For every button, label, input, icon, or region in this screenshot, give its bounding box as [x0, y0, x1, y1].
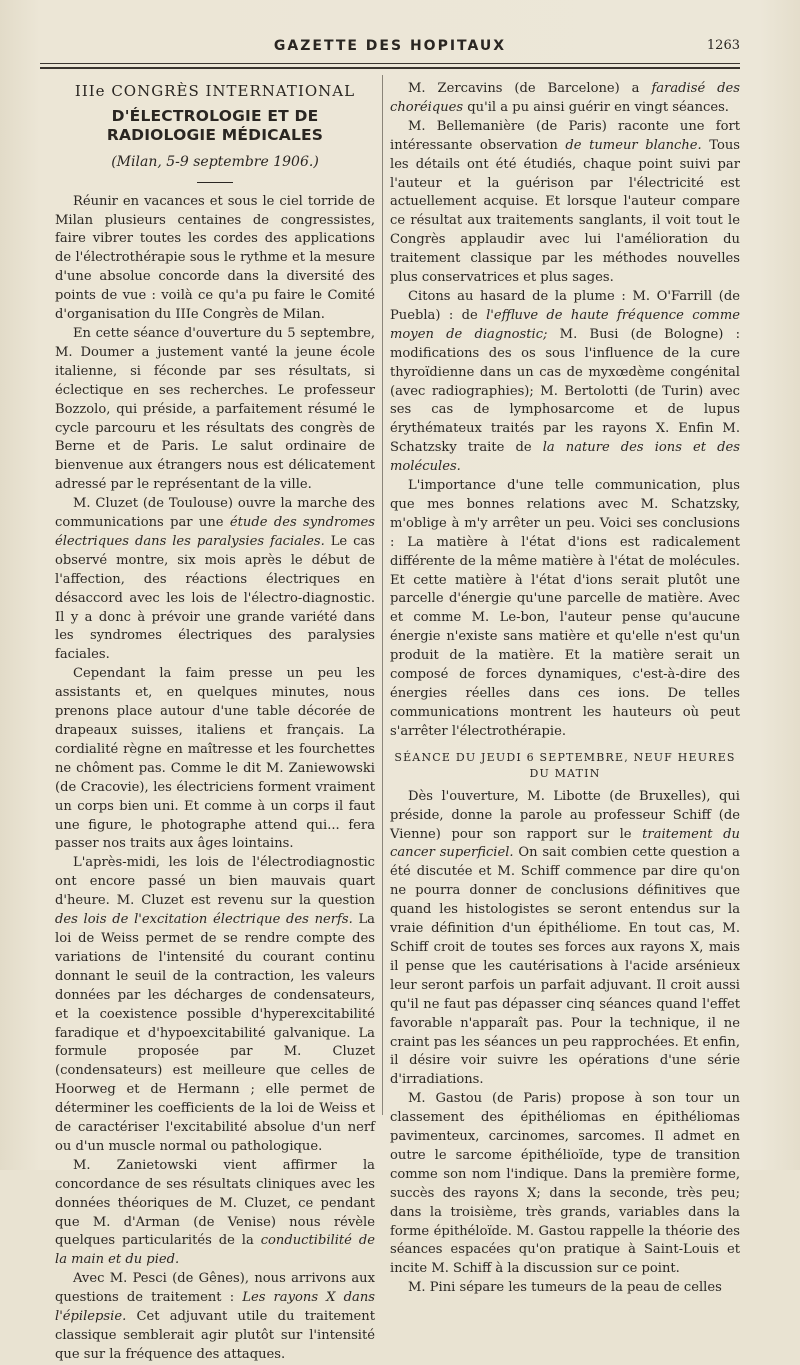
header-rule-thick [40, 67, 740, 69]
congress-date: (Milan, 5-9 septembre 1906.) [111, 153, 319, 170]
title-divider [197, 182, 233, 183]
congress-number: IIIe CONGRÈS INTERNATIONAL [74, 82, 356, 100]
paragraph: Avec M. Pesci (de Gênes), nous arrivons aux questions de traitement : Les rayons X dans l'épilepsie. Cet adjuvant utile du traitement classique semblerait agir plutôt sur l'intensité que sur la fréquence des attaques. [55, 1271, 375, 1362]
paragraph: L'après-midi, les lois de l'électrodiagnostic ont encore passé un bien mauvais quart d'heure. M. Cluzet est revenu sur la question des lois de l'excitation électrique des nerfs. La loi de Weiss permet de se rendre compte des variations de l'intensité du courant continu donnant le seuil de la contraction, les valeurs données par les décharges de condensateurs, et la coexistence possible d'hyperexcitabilité faradique et d'hypoexcitabilité galvanique. La formule proposée par M. Cluzet (condensateurs) est meilleure que celles de Hoorweg et de Hermann ; elle permet de déterminer les coefficients de la loi de Weiss et de caractériser l'excitabilité absolue d'un nerf ou d'un muscle normal ou pathologique. [55, 855, 375, 1154]
paragraph: M. Zanietowski vient affirmer la concordance de ses résultats cliniques avec les données théoriques de M. Cluzet, ce pendant que M. d'Arman (de Venise) nous révèle quelques particularités de la conductibilité de la main et du pied. [55, 1157, 375, 1268]
paragraph: M. Zercavins (de Barcelone) a faradisé des choréiques qu'il a pu ainsi guérir en vingt séances. [390, 81, 740, 115]
paragraph: M. Gastou (de Paris) propose à son tour un classement des épithéliomas en épithéliomas pavimenteux, carcinomes, sarcomes. Il admet en outre le sarcome épithélioïde, type de transition comme son nom l'indique. Dans la première forme, succès des rayons X; dans la seconde, très peu; dans la troisième, très grands, variables dans la forme épithéloïde. M. Gastou rappelle la théorie des séances espacées qu'on pratique à Saint-Louis et incite M. Schiff à la discussion sur ce point. [390, 1091, 740, 1277]
paragraph: Cependant la faim presse un peu les assistants et, en quelques minutes, nous prenons place autour d'une table décorée de drapeaux suisses, italiens et français. La cordialité règne en maîtresse et les fourchettes ne chôment pas. Comme le dit M. Zaniewowski (de Cracovie), les électriciens forment vraiment un corps bien uni. Et comme à un corps il faut une figure, le photographe attend qui... fera passer nos traits aux âges lointains. [55, 666, 375, 852]
paragraph: Dès l'ouverture, M. Libotte (de Bruxelles), qui préside, donne la parole au professeur Schiff (de Vienne) pour son rapport sur le traitement du cancer superficiel. On sait combien cette question a été discutée et M. Schiff commence par dire qu'on ne pourra donner de conclusions définitives que quand les histologistes se seront entendus sur la vraie définition d'un épithéliome. En tout cas, M. Schiff croit de toutes ses forces aux rayons X, mais il pense que les cautérisations à l'acide arsénieux leur seront parfois un parfait adjuvant. Il croit aussi qu'il ne faut pas dépasser cinq séances quand l'effet favorable n'apparaît pas. Pour la technique, il ne craint pas les séances un peu rapprochées. Et enfin, il désire voir suivre les opérations d'une série d'irradiations. [390, 788, 740, 1088]
paragraph: Citons au hasard de la plume : M. O'Farrill (de Puebla) : de l'effluve de haute fréquence comme moyen de diagnostic; M. Busi (de Bologne) : modifications des os sous l'influence de la cure thyroïdienne dans un cas de myxœdème congénital (avec radiographies); M. Bertolotti (de Turin) avec ses cas de lymphosarcome et de lupus érythémateux traités par les rayons X. Enfin M. Schatzsky traite de la nature des ions et des molécules. [390, 288, 741, 475]
paragraph: Réunir en vacances et sous le ciel torride de Milan plusieurs centaines de congressistes, faire vibrer toutes les cordes des applications de l'électrothérapie sous le rythme et la mesure d'une absolue concorde dans la diversité des points de vue : voilà ce qu'a pu faire le Comité d'organisation du IIIe Congrès de Milan. [55, 193, 375, 323]
paragraph: M. Bellemanière (de Paris) raconte une fort intéressante observation de tumeur blanche. Tous les détails ont été étudiés, chaque point suivi par l'auteur et la guérison par l'électricité est actuellement acquise. Et lorsque l'auteur compare ce résultat aux traitements sanglants, il voit tout le Congrès applaudir avec lui l'amélioration du traitement classique par les méthodes nouvelles plus conservatrices et plus sages. [390, 118, 740, 286]
journal-title: GAZETTE DES HOPITAUX [273, 38, 507, 54]
article-title: D'ÉLECTROLOGIE ET DE RADIOLOGIE MÉDICALES [106, 106, 324, 144]
left-column [55, 80, 375, 1365]
paragraph: L'importance d'une telle communication, plus que mes bonnes relations avec M. Schatzsky, m'oblige à m'y arrêter un peu. Voici ses conclusions : La matière à l'état d'ions est radicalement différente de la même matière à l'état de molécules. Et cette matière à l'état d'ions serait plutôt une parcelle d'énergie qu'une parcelle de matière. Avec et comme M. Le-bon, l'auteur pense qu'aucune énergie n'existe sans matière et qu'elle n'est qu'un produit de la matière. Et la matière serait un composé de forces dynamiques, c'est-à-dire des énergies réelles dans ces ions. De telles communications montrent les hauteurs où peut s'arrêter l'électrothérapie. [390, 478, 740, 739]
header-rule-thin [40, 63, 740, 64]
session-heading: SÉANCE DU JEUDI 6 SEPTEMBRE, NEUF HEURES DU MATIN [394, 750, 736, 780]
paragraph: M. Pini sépare les tumeurs de la peau de celles [408, 1280, 722, 1296]
column-divider [382, 75, 383, 1115]
right-column [390, 80, 740, 1298]
page-number: 1263 [706, 38, 740, 53]
running-header [40, 38, 740, 60]
paragraph: M. Cluzet (de Toulouse) ouvre la marche des communications par une étude des syndromes électriques dans les paralysies faciales. Le cas observé montre, six mois après le début de l'affection, des réactions électriques en désaccord avec les lois de l'électro-diagnostic. Il y a donc à prévoir une grande variété dans les syndromes électriques des paralysies faciales. [55, 496, 375, 663]
paragraph: En cette séance d'ouverture du 5 septembre, M. Doumer a justement vanté la jeune école italienne, si féconde par ses résultats, si éclectique en ses recherches. Le professeur Bozzolo, qui préside, a parfaitement résumé le cycle parcouru et les résultats des congrès de Berne et de Paris. Le salut ordinaire de bienvenue aux étrangers nous est délicatement adressé par le représentant de la ville. [55, 325, 375, 493]
